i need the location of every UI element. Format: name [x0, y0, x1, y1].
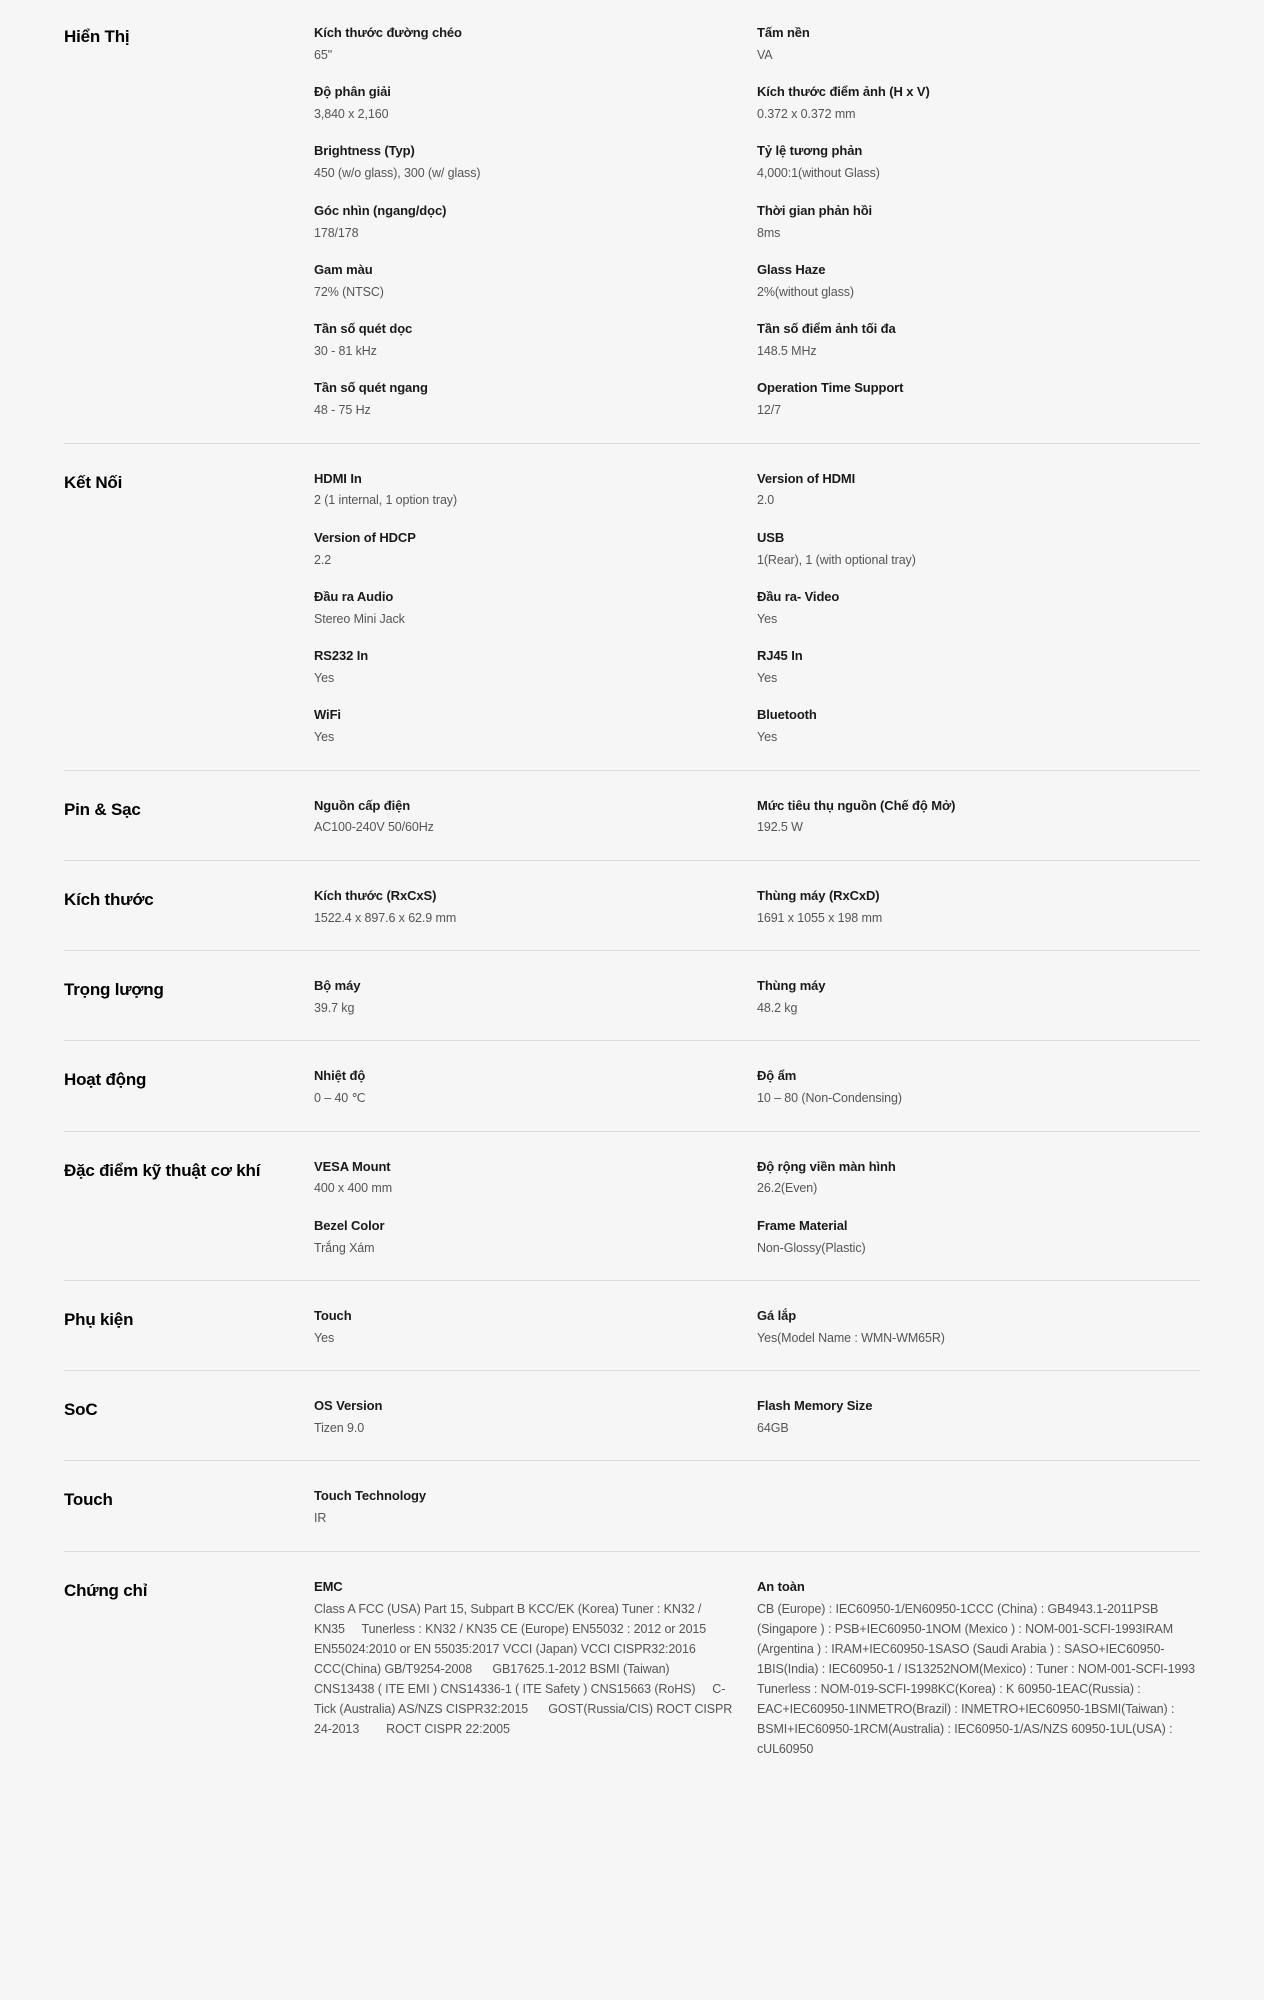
spec-label: Độ ẩm: [757, 1068, 797, 1084]
spec-value: VA: [757, 47, 773, 62]
spec-section-certification: [64, 1551, 1200, 1800]
spec-label: Flash Memory Size: [757, 1398, 873, 1414]
spec-column-right: [757, 977, 1200, 1018]
section-title: Kết Nối: [64, 472, 123, 492]
section-body: [314, 470, 1200, 748]
spec-label: RJ45 In: [757, 648, 803, 664]
spec-value: 2 (1 internal, 1 option tray): [314, 493, 458, 508]
section-title: Pin & Sạc: [64, 799, 141, 819]
section-title: SoC: [64, 1400, 98, 1420]
section-title: Touch: [64, 1490, 113, 1510]
spec-label: Bezel Color: [314, 1217, 385, 1233]
spec-value: 39.7 kg: [314, 1000, 355, 1015]
spec-value: 12/7: [757, 403, 781, 418]
spec-item: [314, 202, 733, 243]
spec-value: AC100-240V 50/60Hz: [314, 820, 434, 835]
spec-label: EMC: [314, 1578, 343, 1594]
spec-label: Touch: [314, 1307, 352, 1323]
spec-column-right: [757, 1578, 1200, 1760]
spec-label: Kích thước đường chéo: [314, 25, 462, 40]
spec-value: Stereo Mini Jack: [314, 611, 405, 626]
spec-value: 26.2(Even): [757, 1181, 818, 1196]
spec-label: Đầu ra Audio: [314, 588, 394, 604]
spec-item: [757, 261, 1200, 302]
spec-section-display: [64, 0, 1200, 443]
spec-column-left: [314, 470, 757, 748]
section-body: [314, 1397, 1200, 1438]
spec-section-weight: [64, 950, 1200, 1040]
spec-value: Yes: [314, 730, 335, 745]
section-body: [314, 1307, 1200, 1348]
spec-item: [757, 529, 1200, 570]
spec-column-left: [314, 1487, 757, 1528]
spec-column-left: [314, 797, 757, 838]
spec-label: Tần số quét dọc: [314, 321, 413, 337]
section-body: [314, 1158, 1200, 1258]
spec-label: WiFi: [314, 707, 341, 723]
spec-value: 64GB: [757, 1421, 789, 1435]
spec-item: [314, 1158, 733, 1199]
spec-item: [757, 202, 1200, 243]
spec-value: 2.2: [314, 552, 332, 567]
spec-value: Yes(Model Name : WMN-WM65R): [757, 1330, 945, 1345]
section-title: Đặc điểm kỹ thuật cơ khí: [64, 1160, 261, 1180]
spec-item: [757, 379, 1200, 420]
spec-label: Độ rộng viền màn hình: [757, 1158, 896, 1174]
spec-item: [757, 1578, 1200, 1760]
spec-value: Tizen 9.0: [314, 1421, 365, 1435]
spec-item: [314, 647, 733, 688]
spec-item: [314, 706, 733, 747]
spec-label: Mức tiêu thụ nguồn (Chế độ Mở): [757, 797, 956, 813]
section-body: [314, 1578, 1200, 1760]
spec-label: Thùng máy (RxCxD): [757, 887, 880, 903]
spec-value: Yes: [757, 611, 778, 626]
section-body: [314, 887, 1200, 928]
spec-column-right: [757, 1487, 1200, 1528]
spec-item: [314, 797, 733, 838]
spec-label: Tỷ lệ tương phản: [757, 143, 863, 159]
section-body: [314, 797, 1200, 838]
spec-value: Yes: [314, 1330, 335, 1345]
spec-label: Kích thước điểm ảnh (H x V): [757, 84, 930, 100]
section-title: Kích thước: [64, 889, 154, 909]
spec-item: [314, 142, 733, 183]
spec-item: [757, 1067, 1200, 1108]
spec-label: Gam màu: [314, 261, 373, 277]
section-title: Trọng lượng: [64, 980, 164, 1000]
spec-label: Operation Time Support: [757, 380, 904, 396]
spec-item: [314, 470, 733, 511]
spec-column-left: [314, 24, 757, 421]
spec-value: 8ms: [757, 225, 781, 240]
spec-value: Yes: [314, 671, 335, 686]
spec-section-touch: [64, 1460, 1200, 1550]
spec-value: 450 (w/o glass), 300 (w/ glass): [314, 166, 481, 181]
spec-column-right: [757, 1158, 1200, 1258]
spec-item: [757, 887, 1200, 928]
spec-value: Yes: [757, 671, 778, 686]
spec-item: [757, 1397, 1200, 1438]
spec-value: 178/178: [314, 225, 359, 240]
spec-label: OS Version: [314, 1398, 383, 1414]
spec-label: Góc nhìn (ngang/dọc): [314, 202, 447, 218]
section-title: Hiển Thị: [64, 27, 130, 46]
spec-label: Bộ máy: [314, 978, 361, 994]
spec-column-left: [314, 1158, 757, 1258]
spec-column-left: [314, 1397, 757, 1438]
spec-label: Đầu ra- Video: [757, 588, 840, 604]
spec-item: [314, 83, 733, 124]
spec-label: Nguồn cấp điện: [314, 797, 411, 813]
spec-item: [757, 1158, 1200, 1199]
spec-value: 148.5 MHz: [757, 343, 817, 358]
section-title: Phụ kiện: [64, 1309, 134, 1329]
spec-value: 1522.4 x 897.6 x 62.9 mm: [314, 910, 457, 925]
spec-value: 2%(without glass): [757, 284, 854, 299]
section-body: [314, 1067, 1200, 1108]
spec-value: 0.372 x 0.372 mm: [757, 107, 856, 122]
spec-section-connectivity: [64, 443, 1200, 770]
spec-item: [314, 24, 733, 65]
spec-column-right: [757, 1067, 1200, 1108]
spec-value: 1691 x 1055 x 198 mm: [757, 910, 883, 925]
spec-value: IR: [314, 1511, 327, 1526]
spec-label: Độ phân giải: [314, 84, 391, 100]
spec-column-left: [314, 887, 757, 928]
spec-section-operation: [64, 1040, 1200, 1130]
spec-item: [757, 977, 1200, 1018]
spec-label: Brightness (Typ): [314, 143, 415, 159]
spec-value: Non-Glossy(Plastic): [757, 1240, 866, 1255]
spec-column-right: [757, 1397, 1200, 1438]
spec-column-left: [314, 1578, 757, 1760]
spec-item: [314, 1217, 733, 1258]
spec-item: [757, 320, 1200, 361]
spec-item: [314, 1397, 733, 1438]
spec-column-right: [757, 470, 1200, 748]
spec-value: 2.0: [757, 493, 775, 508]
spec-label: RS232 In: [314, 648, 369, 664]
spec-item: [757, 142, 1200, 183]
spec-column-right: [757, 1307, 1200, 1348]
spec-item: [314, 977, 733, 1018]
spec-item: [757, 647, 1200, 688]
spec-value: 30 - 81 kHz: [314, 343, 377, 358]
spec-label: Bluetooth: [757, 707, 817, 723]
spec-item: [314, 379, 733, 420]
spec-item: [757, 83, 1200, 124]
spec-label: Tần số điểm ảnh tối đa: [757, 321, 896, 337]
spec-column-left: [314, 977, 757, 1018]
section-title: Hoạt động: [64, 1070, 147, 1090]
spec-column-right: [757, 887, 1200, 928]
spec-item: [314, 1487, 733, 1528]
spec-section-soc: [64, 1370, 1200, 1460]
spec-label: VESA Mount: [314, 1158, 391, 1174]
spec-column-left: [314, 1307, 757, 1348]
section-body: [314, 977, 1200, 1018]
spec-label: HDMI In: [314, 470, 362, 486]
spec-section-power: [64, 770, 1200, 860]
spec-value: 3,840 x 2,160: [314, 107, 389, 122]
spec-label: Tần số quét ngang: [314, 380, 428, 396]
spec-item: [757, 1307, 1200, 1348]
spec-item: [314, 887, 733, 928]
spec-label: USB: [757, 529, 785, 545]
spec-item: [314, 261, 733, 302]
spec-value: 48.2 kg: [757, 1000, 798, 1015]
spec-item: [314, 320, 733, 361]
spec-item: [314, 588, 733, 629]
spec-value: 10 – 80 (Non-Condensing): [757, 1091, 902, 1106]
section-body: [314, 24, 1200, 421]
spec-section-dimensions: [64, 860, 1200, 950]
spec-label: An toàn: [757, 1578, 805, 1594]
spec-label: Touch Technology: [314, 1488, 427, 1504]
spec-column-right: [757, 24, 1200, 421]
spec-value: Class A FCC (USA) Part 15, Subpart B KCC/EK (Korea) Tuner : KN32 / KN35 Tunerless : KN32 / KN35 CE (Europe) EN55032 : 2012 or 2015 EN55024:2010 or EN 55035:2017 VCCI (Japan) VCCI CISPR32:2016 CCC(China) GB/T9254-2008 GB17625.1-2012 BSMI (Taiwan) CNS13438 ( ITE EMI ) CNS14336-1 ( ITE Safety ) CNS15663 (RoHS) C-Tick (Australia) AS/NZS CISPR32:2015 GOST(Russia/CIS) ROCT CISPR 24-2013 ROCT CISPR 22:2005: [314, 1602, 736, 1737]
spec-label: Thùng máy: [757, 978, 826, 994]
spec-item: [314, 1578, 736, 1740]
section-title: Chứng chỉ: [64, 1580, 148, 1600]
spec-column-left: [314, 1067, 757, 1108]
spec-item: [757, 797, 1200, 838]
spec-label: Version of HDCP: [314, 529, 416, 545]
section-body: [314, 1487, 1200, 1528]
spec-value: 400 x 400 mm: [314, 1181, 393, 1196]
spec-value: 72% (NTSC): [314, 284, 384, 299]
spec-value: 1(Rear), 1 (with optional tray): [757, 552, 916, 567]
spec-item: [757, 470, 1200, 511]
spec-section-mechanical: [64, 1131, 1200, 1280]
spec-value: CB (Europe) : IEC60950-1/EN60950-1CCC (China) : GB4943.1-2011PSB (Singapore ) : PSB+IEC60950-1NOM (Mexico ) : NOM-001-SCFI-1993IRAM (Argentina ) : IRAM+IEC60950-1SASO (Saudi Arabia ) : SASO+IEC60950-1BIS(India) : IEC60950-1 / IS13252NOM(Mexico) : Tuner : NOM-001-SCFI-1993 Tunerless : NOM-019-SCFI-1998KC(Korea) : K 60950-1EAC(Russia) : EAC+IEC60950-1INMETRO(Brazil) : INMETRO+IEC60950-1BSMI(Taiwan) : BSMI+IEC60950-1RCM(Australia) : IEC60950-1/AS/NZS 60950-1UL(USA) : cUL60950: [757, 1602, 1199, 1757]
spec-value: 65": [314, 47, 333, 62]
spec-column-right: [757, 797, 1200, 838]
spec-value: 0 – 40 ℃: [314, 1091, 366, 1106]
spec-label: Version of HDMI: [757, 470, 856, 486]
spec-item: [314, 529, 733, 570]
spec-value: 48 - 75 Hz: [314, 403, 371, 418]
spec-item: [757, 588, 1200, 629]
spec-value: 192.5 W: [757, 820, 803, 835]
spec-section-accessories: [64, 1280, 1200, 1370]
spec-item: [757, 1217, 1200, 1258]
spec-value: 4,000:1(without Glass): [757, 166, 880, 181]
spec-item: [757, 706, 1200, 747]
spec-value: Trắng Xám: [314, 1240, 375, 1255]
spec-item: [314, 1067, 733, 1108]
spec-label: Frame Material: [757, 1217, 848, 1233]
spec-label: Gá lắp: [757, 1307, 797, 1323]
spec-label: Glass Haze: [757, 261, 826, 277]
spec-label: Tấm nền: [757, 25, 810, 40]
spec-item: [314, 1307, 733, 1348]
spec-label: Kích thước (RxCxS): [314, 887, 437, 903]
spec-label: Nhiệt độ: [314, 1068, 366, 1084]
spec-item: [757, 24, 1200, 65]
spec-value: Yes: [757, 730, 778, 745]
spec-label: Thời gian phản hồi: [757, 202, 873, 218]
